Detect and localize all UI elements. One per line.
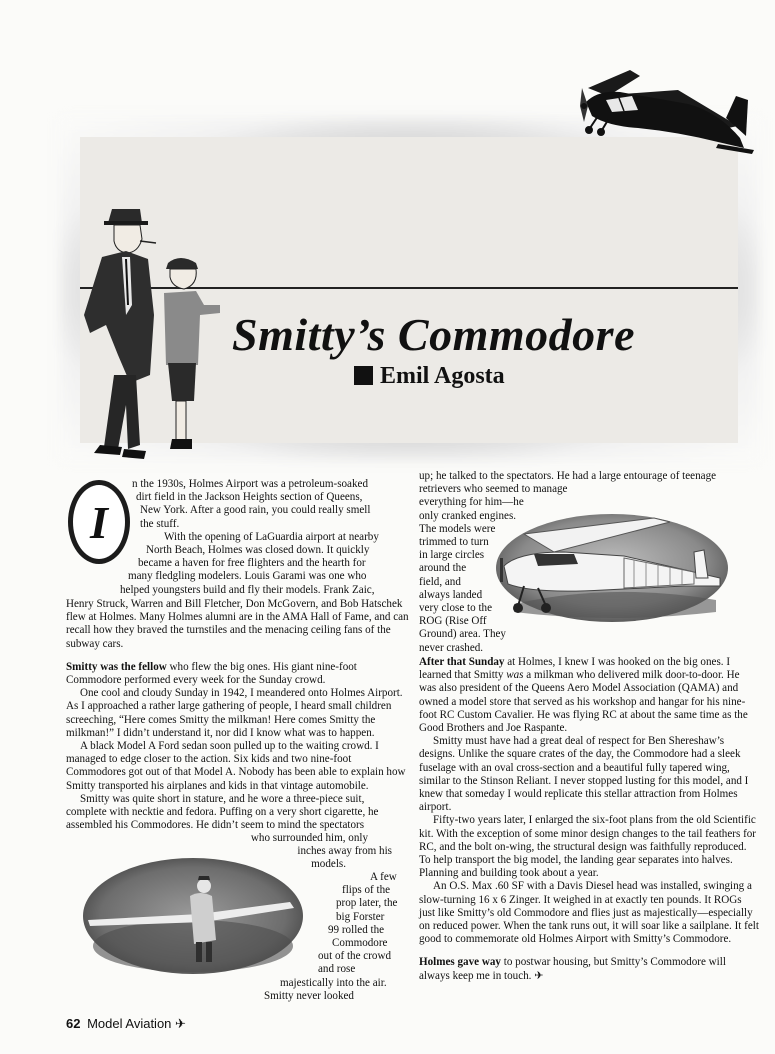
col1-line: many fledgling modelers. Louis Garami was one who xyxy=(128,570,367,583)
drop-cap-circle xyxy=(66,478,132,566)
col1-line: became a haven for free flighters and the hearth for xyxy=(138,557,366,570)
author-name: Emil Agosta xyxy=(380,363,505,389)
col1-side-line: flips of the xyxy=(342,884,391,897)
col2-line: in large circles xyxy=(419,549,485,562)
col2-line: always landed xyxy=(419,588,483,601)
col2-line: never crashed. xyxy=(419,641,484,654)
col1-line: n the 1930s, Holmes Airport was a petroleum-soaked xyxy=(132,478,369,490)
col1-paragraph xyxy=(66,661,410,687)
col1-side-line: Smitty never looked xyxy=(264,989,354,1002)
column-1-body xyxy=(66,598,410,832)
paragraph-text: at Holmes, I knew I was hooked on the big ones. I learned that Smitty xyxy=(419,656,731,682)
col2-paragraph: Smitty must have had a great deal of respect for Ben Shereshaw’s designs. Unlike the square crates of the day, the Commodore had a sleek fuselage with an oval cross-section and a beautiful fully tapered wing, similar to the Stinson Reliant. I never stopped lusting for this model, and I knew that someday I would replicate this stellar attraction from Holmes airport. xyxy=(419,735,749,814)
col1-paragraph: One cool and cloudy Sunday in 1942, I meandered onto Holmes Airport. As I approached a rather large gathering of people, I heard small children screeching, “Here comes Smitty the milkman! Here comes Smitty the milkman!” I didn’t understand it, nor did I know what was to happen. xyxy=(66,687,403,739)
page-footer xyxy=(66,1016,186,1032)
col2-line: everything for him—he xyxy=(419,496,524,509)
emphasis: was xyxy=(506,669,524,682)
col2-line: trimmed to turn xyxy=(419,536,489,549)
article-byline xyxy=(354,363,505,390)
col1-wrap-line: who surrounded him, only xyxy=(250,832,368,844)
col1-paragraph: A black Model A Ford sedan soon pulled up to the waiting crowd. I managed to edge closer to the action. Six kids and two nine-foot Commodores got out of that Model A. Nobody has been able to explain how Smitty transported his airplanes and kids in that vintage automobile. xyxy=(66,740,406,792)
drop-cap-letter: I xyxy=(90,497,108,548)
paragraph-text: who flew the big ones. His giant nine-foot Commodore performed every week for the Sunday crowd. xyxy=(66,660,357,687)
col1-line: New York. After a good rain, you could really smell xyxy=(140,504,371,517)
col1-paragraph: Henry Struck, Warren and Bill Fletcher, Don McGovern, and Bob Hatschek flew at Holmes. Many Holmes alumni are in the AMA Hall of Fame, and can recall how they braved the turnstiles and the menacing ceiling fans of the subway cars. xyxy=(66,598,409,650)
col2-line: very close to the xyxy=(419,602,493,615)
col1-line: complete with necktie and fedora. Puffing on a very short cigarette, he xyxy=(66,806,379,819)
col2-paragraph: Fifty-two years later, I enlarged the six-foot plans from the old Scientific kit. With the exception of some minor design changes to the tail feathers for RC, and the bolt on-wing, the structural design was faithfully reproduced. To help transport the big model, the landing gear separates into halves. Planning and building took about a year. xyxy=(419,814,756,880)
paragraph-text: to postwar housing, but Smitty’s Commodore will always keep me in touch. xyxy=(419,956,726,982)
footer-plane-icon: ✈ xyxy=(175,1016,186,1031)
col1-wrap-line: inches away from his xyxy=(297,845,392,858)
col1-side-line: prop later, the xyxy=(336,897,398,910)
magazine-name: Model Aviation xyxy=(87,1016,172,1031)
col2-line: only cranked engines. xyxy=(419,509,517,522)
byline-square-icon xyxy=(354,366,373,385)
col2-line: retrievers who seemed to manage xyxy=(419,483,568,496)
col1-side-line: big Forster xyxy=(336,910,385,923)
col1-line: With the opening of LaGuardia airport at nearby xyxy=(164,530,379,543)
col1-line: Smitty was quite short in stature, and he wore a three-piece suit, xyxy=(80,792,365,805)
column-1-intro xyxy=(120,478,412,597)
col2-line: field, and xyxy=(419,575,461,588)
lead-in: Holmes gave way xyxy=(419,956,501,969)
col1-line: assembled his Commodores. He didn’t seem to mind the spectators xyxy=(66,819,365,832)
col2-paragraph: An O.S. Max .60 SF with a Davis Diesel head was installed, swinging a slow-turning 16 x 6 Zinger. It weighed in at exactly ten pounds. It ROGs just like Smitty’s old Commodore and flies just as majestically—especially on reduced power. When the tank runs out, it will soar like a sailplane. It felt good to commemorate old Holmes Airport with Smitty’s Commodore. xyxy=(419,880,759,946)
col1-side-line: A few xyxy=(370,871,397,883)
col1-wrap-line: models. xyxy=(311,858,346,871)
col2-line: The models were xyxy=(419,522,496,535)
col1-side-line: and rose xyxy=(318,963,356,976)
end-plane-icon: ✈ xyxy=(534,969,544,982)
col1-line: the stuff. xyxy=(140,517,180,530)
col1-line: North Beach, Holmes was closed down. It quickly xyxy=(146,544,370,557)
col2-line: up; he talked to the spectators. He had a large entourage of teenage xyxy=(419,470,717,482)
column-2-body xyxy=(419,656,759,983)
col1-side-line: majestically into the air. xyxy=(280,976,387,989)
airplane-illustration-icon xyxy=(568,66,758,160)
col1-side-line: Commodore xyxy=(332,937,388,950)
photo-commodore-model xyxy=(494,512,730,624)
col2-line: around the xyxy=(419,562,467,575)
col1-side-line: 99 rolled the xyxy=(328,923,385,936)
photo-smitty-holding-commodore xyxy=(80,856,306,976)
col2-line: Ground) area. They xyxy=(419,628,506,641)
col2-line: ROG (Rise Off xyxy=(419,615,487,628)
col1-side-line: out of the crowd xyxy=(318,950,392,963)
page-number: 62 xyxy=(66,1016,81,1031)
col2-paragraph xyxy=(419,956,759,982)
col1-line: helped youngsters build and fly their models. Frank Zaic, xyxy=(120,583,375,596)
col1-line: dirt field in the Jackson Heights section of Queens, xyxy=(136,491,363,504)
lead-in: Smitty was the fellow xyxy=(66,660,167,673)
col2-paragraph xyxy=(419,656,759,735)
lead-in: After that Sunday xyxy=(419,656,505,668)
paragraph-text: a milkman who delivered milk door-to-door. He was also president of the Queens Aero Model Association (QAMA) and owned a model store that served as his workshop and hangar for his nine-foot RC Custom Cavalier. He was flying RC at about the same time as the Good Brothers and Joe Raspante. xyxy=(419,669,748,735)
man-and-boy-illustration xyxy=(80,205,225,470)
article-title: Smitty’s Commodore xyxy=(232,309,635,360)
